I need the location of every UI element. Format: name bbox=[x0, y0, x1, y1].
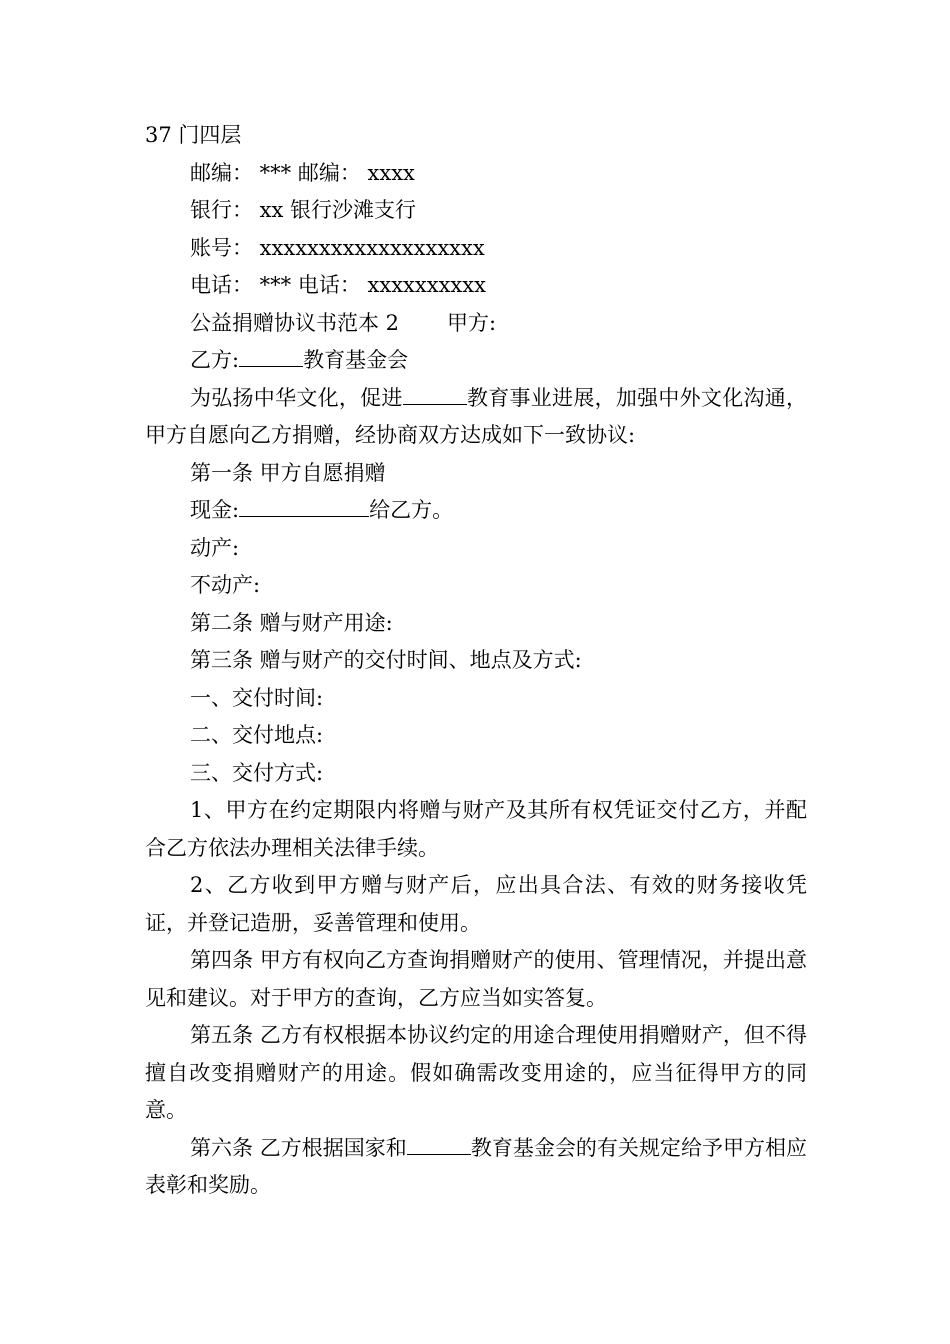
intro-part2: 教育事业进展，加强中外文化沟通，甲方自愿向乙方捐赠，经协商双方达成如下一致协议: bbox=[145, 385, 808, 447]
cash-blank bbox=[239, 494, 369, 517]
article-3: 第三条 赠与财产的交付时间、地点及方式: bbox=[190, 648, 582, 672]
intro-part1: 为弘扬中华文化，促进 bbox=[190, 385, 403, 410]
account-line: 账号： xxxxxxxxxxxxxxxxxxx bbox=[190, 235, 485, 260]
party-b-prefix: 乙方: bbox=[190, 348, 240, 372]
document-page bbox=[145, 117, 807, 1205]
sample-title-line bbox=[145, 305, 807, 343]
article-2: 第二条 赠与财产用途: bbox=[190, 610, 393, 635]
clause-1: 1、甲方在约定期限内将赠与财产及其所有权凭证交付乙方，并配合乙方依法办理相关法律手续。 bbox=[145, 798, 807, 860]
intro-paragraph bbox=[145, 380, 807, 455]
phone-line: 电话： *** 电话： xxxxxxxxxx bbox=[190, 273, 486, 297]
intro-blank bbox=[403, 382, 467, 405]
cash-suffix: 给乙方。 bbox=[369, 498, 454, 522]
cash-prefix: 现金: bbox=[190, 498, 240, 522]
party-b-suffix: 教育基金会 bbox=[303, 348, 409, 372]
sample-title: 公益捐赠协议书范本 2 bbox=[190, 310, 400, 335]
cash-line bbox=[145, 492, 807, 530]
article-4: 第四条 甲方有权向乙方查询捐赠财产的使用、管理情况，并提出意见和建议。对于甲方的查询，乙方应当如实答复。 bbox=[145, 948, 807, 1010]
article-6 bbox=[145, 1130, 807, 1205]
article-6-blank bbox=[407, 1132, 471, 1155]
article-6-part1: 第六条 乙方根据国家和 bbox=[190, 1135, 407, 1160]
item-2: 二、交付地点: bbox=[190, 723, 324, 747]
address-tail: 37 门四层 bbox=[145, 123, 242, 147]
article-6-part2: 教育基金会的有关规定给予甲方相应表彰和奖励。 bbox=[145, 1135, 807, 1197]
item-3: 三、交付方式: bbox=[190, 760, 324, 785]
party-b-blank bbox=[239, 344, 303, 367]
movable-line: 动产: bbox=[190, 535, 240, 560]
article-1: 第一条 甲方自愿捐赠 bbox=[190, 460, 386, 485]
immovable-line: 不动产: bbox=[190, 573, 261, 597]
clause-2: 2、乙方收到甲方赠与财产后，应出具合法、有效的财务接收凭证，并登记造册，妥善管理和使用。 bbox=[145, 873, 807, 935]
item-1: 一、交付时间: bbox=[190, 685, 324, 710]
bank-line: 银行： xx 银行沙滩支行 bbox=[190, 198, 417, 222]
party-b-line bbox=[145, 342, 807, 380]
party-a-label: 甲方: bbox=[447, 310, 497, 335]
postcode-line: 邮编： *** 邮编： xxxx bbox=[190, 160, 415, 185]
article-5: 第五条 乙方有权根据本协议约定的用途合理使用捐赠财产，但不得擅自改变捐赠财产的用途。假如确需改变用途的，应当征得甲方的同意。 bbox=[145, 1023, 807, 1122]
